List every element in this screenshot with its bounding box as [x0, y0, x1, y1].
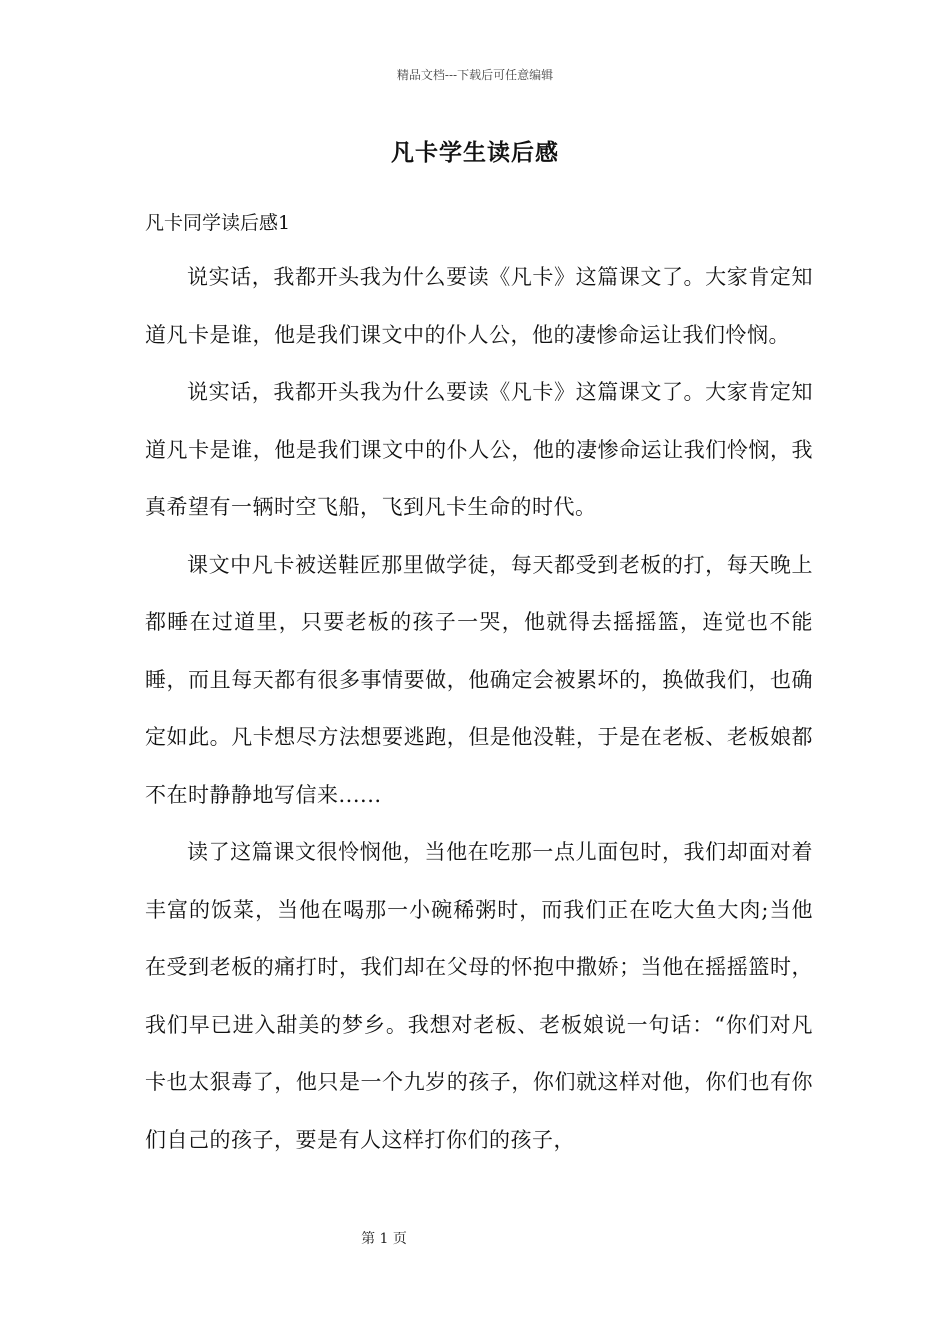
paragraph: 课文中凡卡被送鞋匠那里做学徒，每天都受到老板的打，每天晚上都睡在过道里，只要老板的孩子一哭，他就得去摇摇篮，连觉也不能睡，而且每天都有很多事情要做，他确定会被累坏的，换做我们，也确定如此。凡卡想尽方法想要逃跑，但是他没鞋，于是在老板、老板娘都不在时静静地写信来...... — [145, 552, 813, 807]
paragraph: 说实话，我都开头我为什么要读《凡卡》这篇课文了。大家肯定知道凡卡是谁，他是我们课文中的仆人公，他的凄惨命运让我们怜悯。 — [145, 265, 813, 347]
document-title: 凡卡学生读后感 — [391, 139, 559, 166]
document-body — [145, 249, 813, 1169]
paragraph: 说实话，我都开头我为什么要读《凡卡》这篇课文了。大家肯定知道凡卡是谁，他是我们课文中的仆人公，他的凄惨命运让我们怜悯，我真希望有一辆时空飞船，飞到凡卡生命的时代。 — [145, 380, 813, 519]
paragraph: 读了这篇课文很怜悯他，当他在吃那一点儿面包时，我们却面对着丰富的饭菜，当他在喝那一小碗稀粥时，而我们正在吃大鱼大肉;当他在受到老板的痛打时，我们却在父母的怀抱中撒娇；当他在摇摇篮时，我们早已进入甜美的梦乡。我想对老板、老板娘说一句话：“你们对凡卡也太狠毒了，他只是一个九岁的孩子，你们就这样对他，你们也有你们自己的孩子，要是有人这样打你们的孩子， — [145, 840, 813, 1152]
page-header: 精品文档---下载后可任意编辑 — [396, 68, 554, 82]
section-heading: 凡卡同学读后感1 — [145, 212, 291, 234]
page-number: 第 1 页 — [361, 1231, 407, 1247]
